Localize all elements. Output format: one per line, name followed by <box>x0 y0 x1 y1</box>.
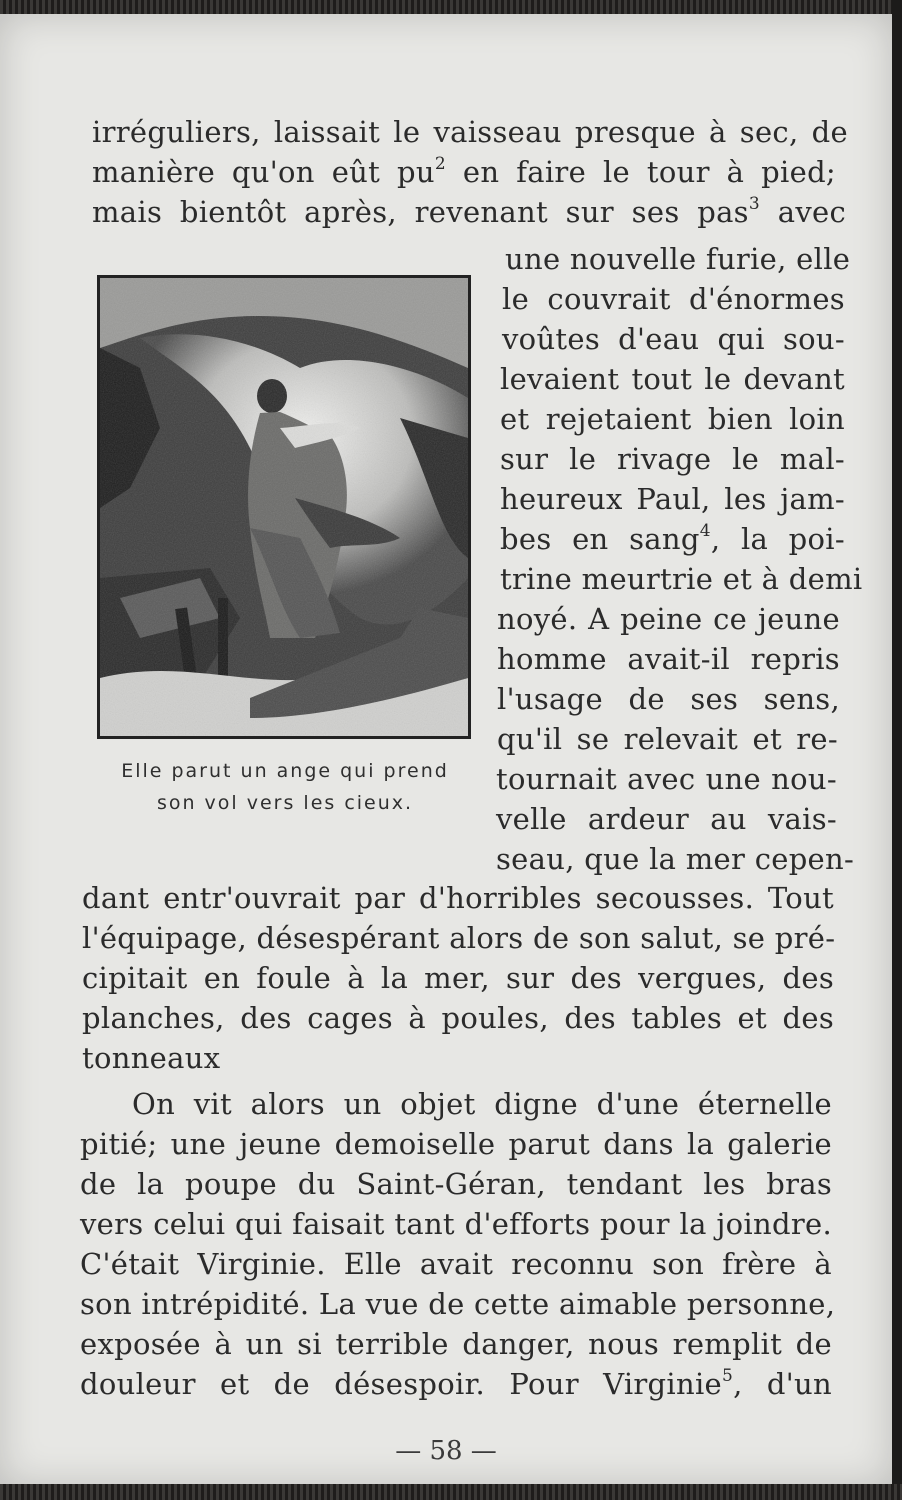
illustration-caption-line1: Elle parut un ange qui prend <box>121 760 449 782</box>
illustration-caption-line2: son vol vers les cieux. <box>156 792 414 814</box>
text-line: homme avait-il repris <box>497 642 840 676</box>
text-line: heureux Paul, les jam- <box>500 482 845 516</box>
text-line: le couvrait d'énormes <box>502 282 845 316</box>
text-line <box>500 519 845 559</box>
text-line: qu'il se relevait et re- <box>497 722 838 756</box>
text-span: bes en sang <box>500 522 700 556</box>
text-line <box>92 152 836 192</box>
footnote-ref[interactable]: 4 <box>699 521 711 542</box>
text-line: cipitait en foule à la mer, sur des vergues, des <box>82 961 834 995</box>
text-line: une nouvelle furie, elle <box>505 242 851 276</box>
engraving-illustration <box>100 278 468 736</box>
text-line: levaient tout le devant <box>500 362 845 396</box>
text-span: douleur et de désespoir. Pour Virginie <box>80 1367 723 1401</box>
footnote-ref[interactable]: 3 <box>748 194 760 215</box>
text-line <box>80 1364 832 1404</box>
text-line: et rejetaient bien loin <box>500 402 845 436</box>
illustration-frame <box>97 275 471 739</box>
page-edge-bottom <box>0 1484 902 1500</box>
text-line: velle ardeur au vais- <box>496 802 837 836</box>
text-line: de la poupe du Saint-Géran, tendant les bras <box>80 1167 832 1201</box>
text-line: pitié; une jeune demoiselle parut dans la galerie <box>80 1127 832 1161</box>
text-span: manière qu'on eût pu <box>92 155 435 189</box>
text-line: trine meurtrie et à demi <box>500 562 863 596</box>
text-line <box>92 192 846 232</box>
text-line: noyé. A peine ce jeune <box>497 602 840 636</box>
text-line: voûtes d'eau qui sou- <box>502 322 845 356</box>
text-line: seau, que la mer cepen- <box>496 842 855 876</box>
text-line: sur le rivage le mal- <box>500 442 845 476</box>
text-line: l'usage de ses sens, <box>497 682 840 716</box>
text-line: l'équipage, désespérant alors de son salut, se pré- <box>82 921 836 955</box>
text-line: tournait avec une nou- <box>496 762 837 796</box>
footnote-ref[interactable]: 5 <box>722 1366 734 1387</box>
text-line: irréguliers, laissait le vaisseau presque à sec, de <box>92 115 848 149</box>
text-line: tonneaux <box>82 1041 221 1075</box>
text-line: dant entr'ouvrait par d'horribles secousses. Tout <box>82 881 834 915</box>
text-span: , la poi- <box>710 522 845 556</box>
text-line: planches, des cages à poules, des tables et des <box>82 1001 834 1035</box>
book-page <box>0 14 892 1486</box>
text-line: C'était Virginie. Elle avait reconnu son frère à <box>80 1247 832 1281</box>
text-span: avec <box>760 195 847 229</box>
paragraph-first-line: On vit alors un objet digne d'une éternelle <box>132 1087 832 1121</box>
text-span: mais bientôt après, revenant sur ses pas <box>92 195 749 229</box>
text-line: exposée à un si terrible danger, nous remplit de <box>80 1327 832 1361</box>
page-edge-right <box>892 0 902 1500</box>
page-number: — 58 — <box>395 1436 497 1466</box>
text-line: son intrépidité. La vue de cette aimable personne, <box>80 1287 836 1321</box>
footnote-ref[interactable]: 2 <box>434 154 446 175</box>
text-line: vers celui qui faisait tant d'efforts pour la joindre. <box>80 1207 832 1241</box>
text-span: en faire le tour à pied; <box>445 155 836 189</box>
text-span: , d'un <box>733 1367 832 1401</box>
